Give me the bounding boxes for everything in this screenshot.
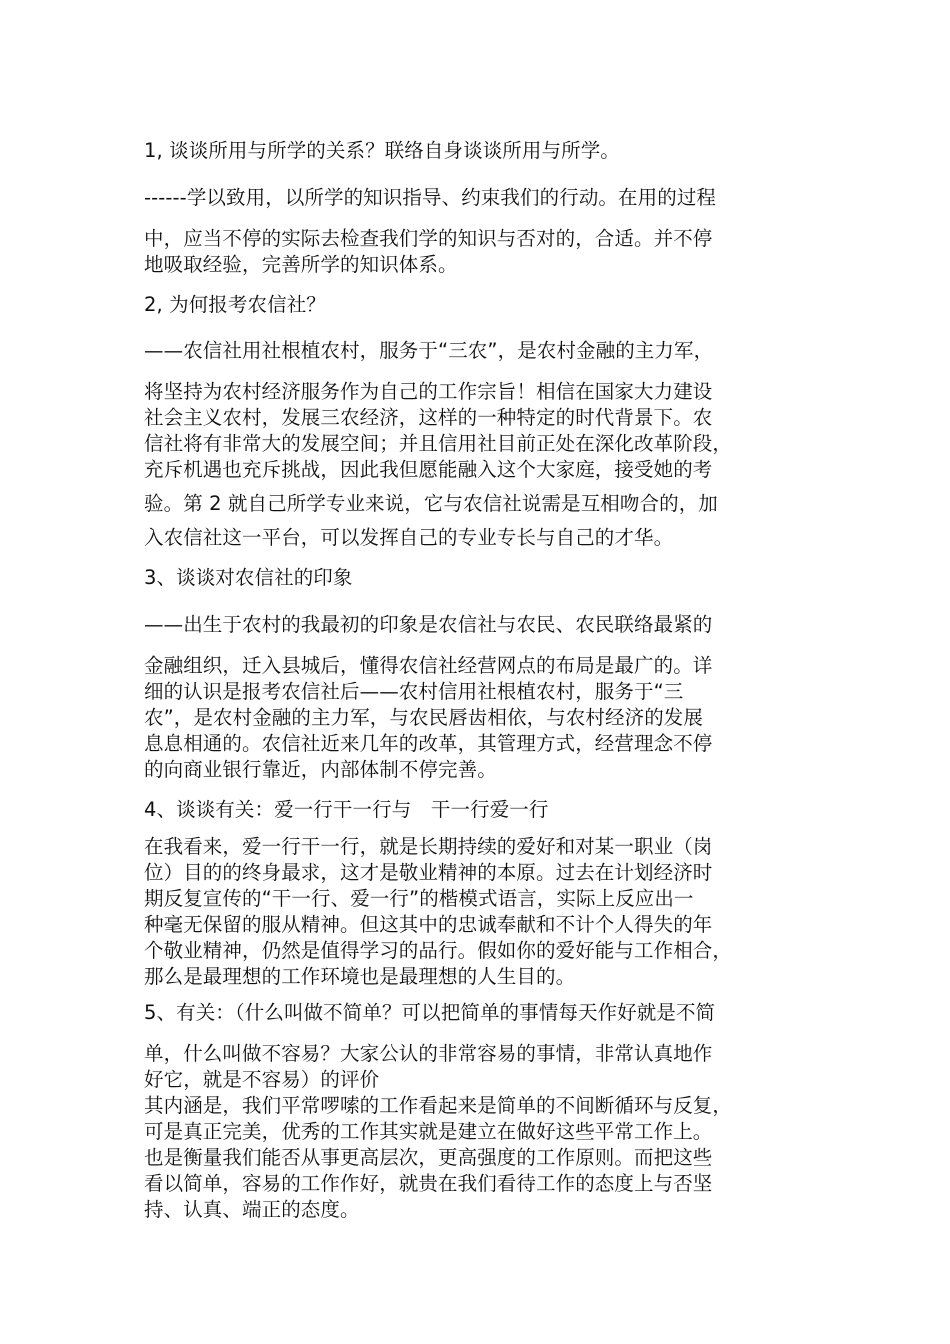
- answer-q2-line-7: 入农信社这一平台，可以发挥自己的专业专长与自己的才华。: [144, 526, 674, 549]
- heading-q2: 2, 为何报考农信社？: [144, 293, 326, 316]
- answer-q3-line-3: 细的认识是报考农信社后——农村信用社根植农村，服务于“三: [144, 680, 684, 703]
- heading-q3: 3、谈谈对农信社的印象: [144, 566, 353, 589]
- answer-q2-line-3: 社会主义农村，发展三农经济，这样的一种特定的时代背景下。农: [144, 406, 713, 429]
- heading-q5-line-1: 5、有关：（什么叫做不简单？可以把简单的事情每天作好就是不简: [144, 1001, 716, 1024]
- answer-q5-line-2: 可是真正完美，优秀的工作其实就是建立在做好这些平常工作上。: [144, 1120, 713, 1143]
- answer-q5-line-4: 看以简单，容易的工作作好，就贵在我们看待工作的态度上与否坚: [144, 1172, 713, 1195]
- answer-q2-line-2: 将坚持为农村经济服务作为自己的工作宗旨！相信在国家大力建设: [144, 380, 713, 403]
- answer-q3-line-4: 农”，是农村金融的主力军，与农民唇齿相依，与农村经济的发展: [144, 706, 704, 729]
- answer-q5-line-1: 其内涵是，我们平常啰嗦的工作看起来是简单的不间断循环与反复，: [144, 1094, 733, 1117]
- answer-q4-line-5: 个敬业精神，仍然是值得学习的品行。假如你的爱好能与工作相合，: [144, 939, 733, 962]
- answer-q4-line-2: 位）目的的终身最求，这才是敬业精神的本原。过去在计划经济时: [144, 861, 713, 884]
- heading-q5-line-3: 好它，就是不容易）的评价: [144, 1068, 380, 1091]
- answer-q3-line-6: 的向商业银行靠近，内部体制不停完善。: [144, 758, 497, 781]
- answer-q4-line-3: 期反复宣传的“干一行、爱一行”的楷模式语言，实际上反应出一: [144, 887, 694, 910]
- answer-q2-line-6: 验。第 2 就自己所学专业来说，它与农信社说需是互相吻合的，加: [144, 492, 718, 515]
- answer-q3-line-2: 金融组织，迁入县城后，懂得农信社经营网点的布局是最广的。详: [144, 654, 713, 677]
- answer-q5-line-5: 持、认真、端正的态度。: [144, 1198, 360, 1221]
- answer-q4-line-1: 在我看来，爱一行干一行，就是长期持续的爱好和对某一职业（岗: [144, 835, 713, 858]
- answer-q1-line-1: ------学以致用，以所学的知识指导、约束我们的行动。在用的过程: [144, 186, 717, 209]
- heading-q5-line-2: 单，什么叫做不容易？大家公认的非常容易的事情，非常认真地作: [144, 1042, 713, 1065]
- answer-q1-line-2: 中，应当不停的实际去检查我们学的知识与否对的，合适。并不停: [144, 227, 713, 250]
- heading-q1: 1, 谈谈所用与所学的关系？联络自身谈谈所用与所学。: [144, 139, 620, 162]
- answer-q4-line-4: 种毫无保留的服从精神。但这其中的忠诚奉献和不计个人得失的年: [144, 913, 713, 936]
- answer-q2-line-4: 信社将有非常大的发展空间；并且信用社目前正处在深化改革阶段，: [144, 432, 733, 455]
- answer-q3-line-1: ——出生于农村的我最初的印象是农信社与农民、农民联络最紧的: [144, 613, 713, 636]
- heading-q4: 4、谈谈有关：爱一行干一行与 干一行爱一行: [144, 798, 549, 821]
- answer-q2-line-5: 充斥机遇也充斥挑战，因此我但愿能融入这个大家庭，接受她的考: [144, 458, 713, 481]
- answer-q5-line-3: 也是衡量我们能否从事更高层次，更高强度的工作原则。而把这些: [144, 1146, 713, 1169]
- answer-q3-line-5: 息息相通的。农信社近来几年的改革，其管理方式，经营理念不停: [144, 732, 713, 755]
- answer-q2-line-1: ——农信社用社根植农村，服务于“三农”，是农村金融的主力军，: [144, 339, 714, 362]
- answer-q1-line-3: 地吸取经验，完善所学的知识体系。: [144, 253, 458, 276]
- answer-q4-line-6: 那么是最理想的工作环境也是最理想的人生目的。: [144, 965, 576, 988]
